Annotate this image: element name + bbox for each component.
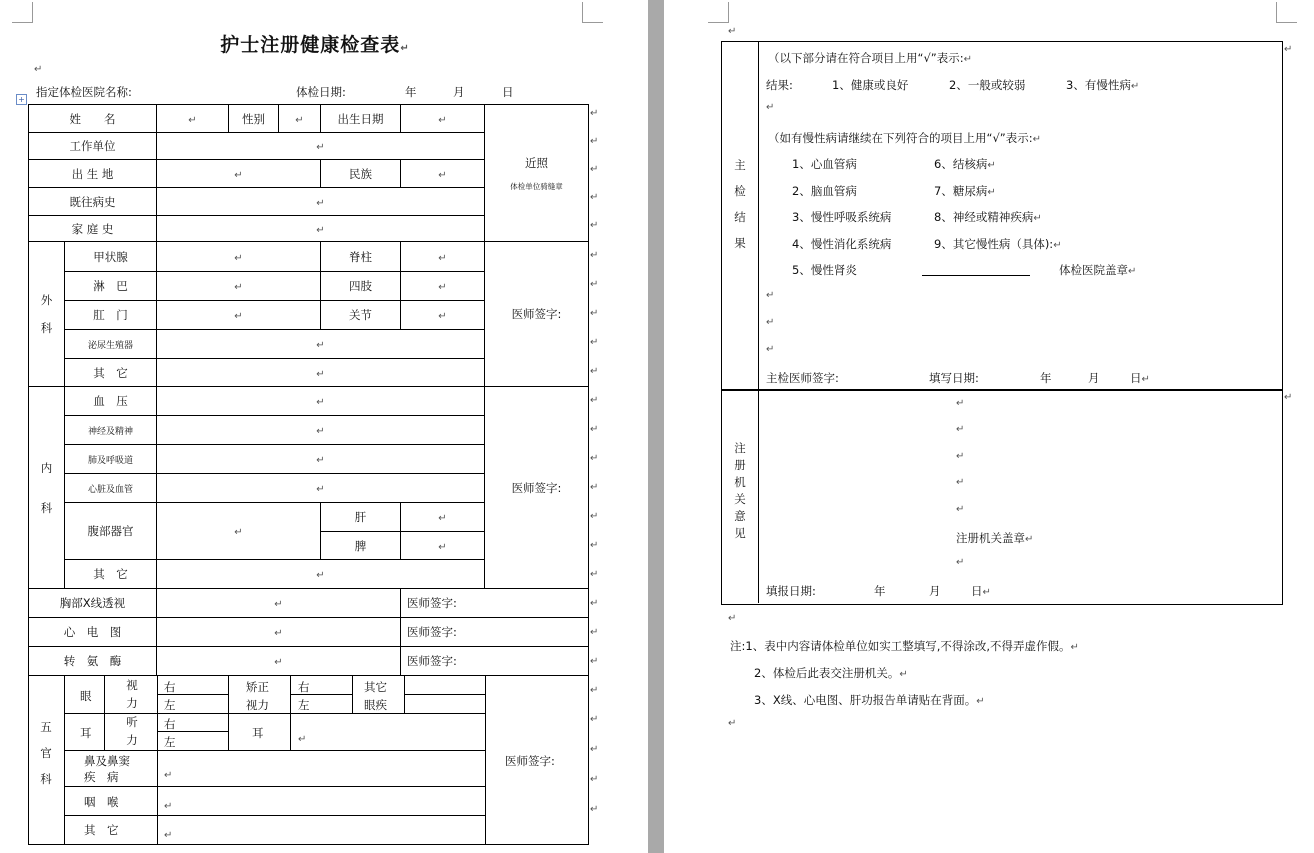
- hearing-right-label: 右: [164, 717, 176, 731]
- neuro-cell[interactable]: ↵: [157, 416, 485, 445]
- disease-option-9[interactable]: 9、其它慢性病（具体):↵: [934, 237, 1062, 251]
- xray-sign[interactable]: 医师签字:: [401, 589, 589, 618]
- paragraph-mark: ↵: [956, 504, 965, 515]
- corrected-label: 矫正: [246, 680, 269, 694]
- surgery-other-cell[interactable]: ↵: [157, 359, 485, 387]
- paragraph-mark: ↵: [956, 451, 965, 462]
- limbs-label: 四肢: [321, 272, 401, 301]
- paragraph-mark: ↵: [34, 64, 43, 75]
- instruction-line-1: （以下部分请在符合项目上用“√”表示:↵: [768, 51, 973, 65]
- limbs-cell[interactable]: ↵: [401, 272, 485, 301]
- nose-cell[interactable]: ↵: [164, 770, 173, 781]
- birth-cell[interactable]: ↵: [401, 105, 485, 133]
- corrected-right-label: 右: [298, 680, 310, 694]
- margin-corner: [582, 2, 603, 23]
- paragraph-mark: ↵: [956, 398, 965, 409]
- margin-corner: [12, 2, 33, 23]
- result-label: 结果:: [766, 78, 793, 92]
- lymph-cell[interactable]: ↵: [157, 272, 321, 301]
- disease-option-8[interactable]: 8、神经或精神疾病↵: [934, 210, 1042, 224]
- fill-year: 年: [1040, 371, 1052, 385]
- photo-box[interactable]: [485, 105, 589, 242]
- xray-cell[interactable]: ↵: [157, 589, 401, 618]
- alt-label: 转 氨 酶: [29, 647, 157, 676]
- name-cell[interactable]: ↵: [157, 105, 229, 133]
- nation-cell[interactable]: ↵: [401, 160, 485, 188]
- throat-cell[interactable]: ↵: [164, 801, 173, 812]
- nose-disease-label: 疾 病: [84, 770, 119, 784]
- note-3: 3、X线、心电图、肝功报告单请贴在背面。↵: [754, 693, 985, 707]
- ecg-label: 心 电 图: [29, 618, 157, 647]
- uro-cell[interactable]: ↵: [157, 330, 485, 359]
- family-label: 家 庭 史: [29, 216, 157, 242]
- sex-cell[interactable]: ↵: [279, 105, 321, 133]
- neuro-label: 神经及精神: [65, 416, 157, 445]
- page-gutter: [648, 0, 664, 853]
- joint-cell[interactable]: ↵: [401, 301, 485, 330]
- margin-corner: [708, 2, 729, 23]
- internal-other-label: 其 它: [65, 560, 157, 589]
- report-date-label: 填报日期:: [766, 584, 816, 598]
- ear-other-label: 耳: [252, 726, 264, 740]
- birth-label: 出生日期: [321, 105, 401, 133]
- document-page-left: 护士注册健康检查表↵ ↵ 指定体检医院名称: 体检日期: 年 月 日 + 姓 名 ↵ 性别 ↵ 出生日期 ↵ 近照 体检单位骑缝章 工作单位 ↵ 出 生 地 ↵ 民族 ↵ 既往病史 ↵ 家 庭 史 ↵ 外科 甲状腺 ↵ 脊柱 ↵ 医师签字: 淋 巴 ↵ 四肢 ↵ 肛 门 ↵ 关节 ↵ 泌尿生殖器 ↵ 其 它 ↵ 内科 血 压 ↵ 医师签字: 神经及精神 ↵ 肺及呼吸道 ↵ 心脏及血管 ↵ 腹部器官 ↵ 肝 ↵ 脾 ↵ 其 它 ↵ 胸部X线透视 ↵ 医师签字: 心 电 图 ↵ 医师签字: 转 氨 酶 ↵ 医师签字: 五官科 眼 视力 右 左 矫正 视力 右 左 其它 眼疾 耳 听力 右 左 耳 ↵ 鼻及鼻窦 疾 病 ↵ 咽 喉 ↵ 其 它 ↵ 医师签字: ↵ ↵ ↵ ↵ ↵ ↵ ↵ ↵ ↵ ↵ ↵ ↵ ↵ ↵ ↵ ↵ ↵ ↵ ↵ ↵ ↵ ↵ ↵ ↵ ↵: [0, 0, 648, 853]
- anus-cell[interactable]: ↵: [157, 301, 321, 330]
- disease-option-5[interactable]: 5、慢性肾炎: [792, 263, 857, 277]
- registry-box: [721, 389, 1283, 605]
- sex-label: 性别: [229, 105, 279, 133]
- vision-left-label: 左: [164, 698, 176, 712]
- vision-right-label: 右: [164, 680, 176, 694]
- report-month: 月: [929, 584, 941, 598]
- spine-cell[interactable]: ↵: [401, 242, 485, 272]
- disease-option-3[interactable]: 3、慢性呼吸系统病: [792, 210, 892, 224]
- xray-label: 胸部X线透视: [29, 589, 157, 618]
- note-1: 注:1、表中内容请体检单位如实工整填写,不得涂改,不得弄虚作假。↵: [730, 639, 1079, 653]
- photo-seal-note: 体检单位骑缝章: [510, 181, 563, 191]
- senses-dept-label: 五官科: [40, 720, 52, 786]
- result-option-3[interactable]: 3、有慢性病↵: [1066, 78, 1140, 92]
- heart-label: 心脏及血管: [65, 474, 157, 503]
- thyroid-label: 甲状腺: [65, 242, 157, 272]
- paragraph-mark: ↵: [766, 344, 775, 355]
- paragraph-mark: ↵: [766, 317, 775, 328]
- margin-corner: [1276, 2, 1297, 23]
- hospital-seal-label: 体检医院盖章↵: [1059, 263, 1137, 277]
- joint-label: 关节: [321, 301, 401, 330]
- registry-seal-label: 注册机关盖章↵: [956, 531, 1034, 545]
- birthplace-cell[interactable]: ↵: [157, 160, 321, 188]
- fill-day: 日↵: [1130, 371, 1150, 385]
- corrected-vision-label: 视力: [246, 698, 269, 712]
- vision-label: 视力: [126, 678, 138, 710]
- health-check-table: [28, 104, 589, 676]
- senses-sign[interactable]: 医师签字:: [505, 754, 555, 768]
- surgery-other-label: 其 它: [65, 359, 157, 387]
- result-option-2[interactable]: 2、一般或较弱: [949, 78, 1026, 92]
- paragraph-mark: ↵: [728, 613, 737, 624]
- corrected-left-label: 左: [298, 698, 310, 712]
- month-label: 月: [453, 85, 465, 99]
- paragraph-mark: ↵: [956, 477, 965, 488]
- disease-option-1[interactable]: 1、心血管病: [792, 157, 857, 171]
- table-move-handle[interactable]: +: [16, 94, 27, 105]
- abdomen-label: 腹部器官: [65, 503, 157, 560]
- senses-other-cell[interactable]: ↵: [164, 830, 173, 841]
- surgery-sign[interactable]: 医师签字:: [485, 242, 589, 387]
- alt-cell[interactable]: ↵: [157, 647, 401, 676]
- lung-cell[interactable]: ↵: [157, 445, 485, 474]
- other-disease-blank[interactable]: [922, 262, 1030, 276]
- uro-label: 泌尿生殖器: [65, 330, 157, 359]
- day-label: 日: [502, 85, 514, 99]
- bp-label: 血 压: [65, 387, 157, 416]
- paragraph-mark: ↵: [766, 290, 775, 301]
- registry-label: 注册机关意见: [734, 441, 746, 540]
- paragraph-mark: ↵: [728, 26, 737, 37]
- note-2: 2、体检后此表交注册机关。↵: [754, 666, 908, 680]
- report-year: 年: [874, 584, 886, 598]
- main-result-label: 主检结果: [734, 158, 746, 250]
- senses-other-label: 其 它: [84, 823, 119, 837]
- spleen-cell[interactable]: ↵: [401, 532, 485, 560]
- birthplace-label: 出 生 地: [29, 160, 157, 188]
- hearing-left-label: 左: [164, 735, 176, 749]
- hearing-label: 听力: [126, 715, 138, 747]
- hospital-label: 指定体检医院名称:: [36, 85, 132, 99]
- paragraph-mark: ↵: [728, 718, 737, 729]
- document-page-right: [664, 0, 1314, 853]
- paragraph-mark: ↵: [1284, 392, 1293, 403]
- result-option-1[interactable]: 1、健康或良好: [832, 78, 909, 92]
- form-title: 护士注册健康检查表↵: [220, 34, 410, 56]
- work-cell[interactable]: ↵: [157, 133, 485, 160]
- bp-cell[interactable]: ↵: [157, 387, 485, 416]
- disease-option-2[interactable]: 2、脑血管病: [792, 184, 857, 198]
- thyroid-cell[interactable]: ↵: [157, 242, 321, 272]
- disease-option-7[interactable]: 7、糖尿病↵: [934, 184, 996, 198]
- abdomen-cell[interactable]: ↵: [157, 503, 321, 560]
- ear-label: 耳: [80, 726, 92, 740]
- instruction-line-2: （如有慢性病请继续在下列符合的项目上用“√”表示:↵: [768, 131, 1042, 145]
- fill-date-label: 填写日期:: [929, 371, 979, 385]
- paragraph-mark: ↵: [1284, 44, 1293, 55]
- ecg-sign[interactable]: 医师签字:: [401, 618, 589, 647]
- spleen-label: 脾: [321, 532, 401, 560]
- surgery-dept-label: 外科: [29, 242, 65, 387]
- photo-label: 近照: [525, 155, 548, 170]
- internal-sign[interactable]: 医师签字:: [485, 387, 589, 589]
- ear-cell-mark[interactable]: ↵: [298, 734, 307, 745]
- internal-other-cell[interactable]: ↵: [157, 560, 485, 589]
- throat-label: 咽 喉: [84, 795, 119, 809]
- report-day: 日↵: [971, 584, 991, 598]
- anus-label: 肛 门: [65, 301, 157, 330]
- lung-label: 肺及呼吸道: [65, 445, 157, 474]
- nose-label: 鼻及鼻窦: [84, 754, 130, 768]
- alt-sign[interactable]: 医师签字:: [401, 647, 589, 676]
- paragraph-mark: ↵: [956, 424, 965, 435]
- spine-label: 脊柱: [321, 242, 401, 272]
- paragraph-mark: ↵: [766, 102, 775, 113]
- exam-date-label: 体检日期:: [296, 85, 346, 99]
- paragraph-mark: ↵: [956, 557, 965, 568]
- family-cell[interactable]: ↵: [157, 216, 485, 242]
- liver-label: 肝: [321, 503, 401, 532]
- internal-dept-label: 内科: [29, 387, 65, 589]
- eye-other-label: 其它: [364, 680, 387, 694]
- work-label: 工作单位: [29, 133, 157, 160]
- lymph-label: 淋 巴: [65, 272, 157, 301]
- nation-label: 民族: [321, 160, 401, 188]
- disease-option-4[interactable]: 4、慢性消化系统病: [792, 237, 892, 251]
- fill-month: 月: [1088, 371, 1100, 385]
- ecg-cell[interactable]: ↵: [157, 618, 401, 647]
- eye-label: 眼: [80, 689, 92, 703]
- liver-cell[interactable]: ↵: [401, 503, 485, 532]
- chief-doctor-sign[interactable]: 主检医师签字:: [766, 371, 839, 385]
- eye-disease-label: 眼疾: [364, 698, 387, 712]
- history-cell[interactable]: ↵: [157, 188, 485, 216]
- history-label: 既往病史: [29, 188, 157, 216]
- year-label: 年: [405, 85, 417, 99]
- disease-option-6[interactable]: 6、结核病↵: [934, 157, 996, 171]
- heart-cell[interactable]: ↵: [157, 474, 485, 503]
- name-label: 姓 名: [29, 105, 157, 133]
